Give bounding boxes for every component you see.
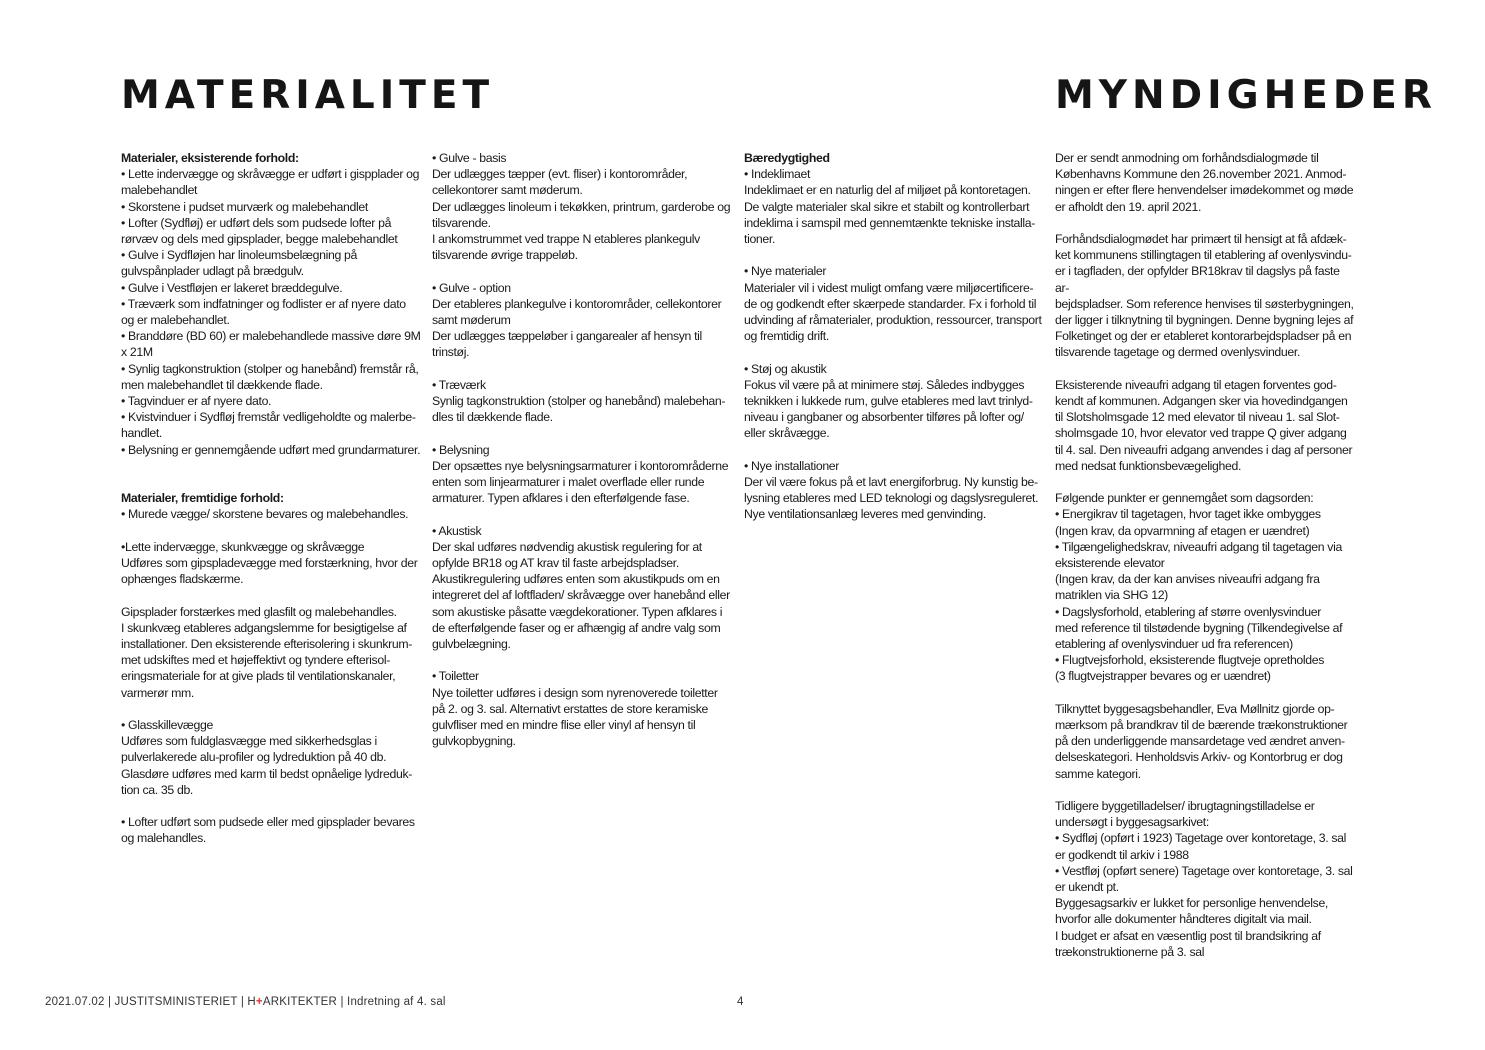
light-walls-paragraph: •Lette indervægge, skunkvægge og skråvægge Udføres som gipspladevægge med forstærkning, hvor der ophænges fladskærme.	[121, 539, 418, 587]
acoustics-paragraph: • Akustisk Der skal udføres nødvendig akustisk regulering for at opfylde BR18 og AT krav til faste arbejdspladser. Akustikregulering udføres enten som akustikpuds om en integreret del af loftfladen/ skråvægge over hanebånd eller som akustiske påsatte vægdekorationer. Typen afklares i de efterfølgende faser og er afhængig af andre valg som gulvbelægning.	[432, 523, 730, 652]
dialogue-request-paragraph: Der er sendt anmodning om forhåndsdialogmøde til Københavns Kommune den 26.november 2021. Anmod- ningen er efter flere henvendelser imødekommet og møde er afholdt den 19. april 2021.	[1055, 151, 1354, 214]
footer-separator: |	[104, 996, 115, 1008]
gypsum-paragraph: Gipsplader forstærkes med glasfilt og malebehandles. I skunkvæg etableres adgangslemme for besigtigelse af installationer. Den eksisterende efterisolering i skunkrum- met udskiftes med et højeffektivt og tyndere efterisol- eringsmateriale for at give plads til ventilationskanaler, varmerør mm.	[121, 604, 413, 700]
lighting-paragraph: • Belysning Der opsættes nye belysningsarmaturer i kontorområderne enten som linjearmaturer i malet overflade eller runde armaturer. Typen afklares i den efterfølgende fase.	[432, 442, 729, 506]
footer-client: JUSTITSMINISTERIET	[114, 996, 238, 1008]
glass-walls-paragraph: • Glasskillevægge Udføres som fuldglasvægge med sikkerhedsglas i pulverlakerede alu-profiler og lydreduktion på 40 db. Glasdøre udføres med karm til bedst opnåelige lydreduk- tion ca. 35 db.	[121, 718, 413, 797]
indoor-climate-paragraph: • Indeklimaet Indeklimaet er en naturlig del af miljøet på kontoretagen. De valgte materialer skal sikre et stabilt og kontrollerbart indeklima i samspil med gennemtænkte tekniske installa- tioner.	[744, 167, 1036, 247]
ceilings-paragraph: • Lofter udført som pudsede eller med gipsplader bevares og malehandles.	[121, 815, 415, 846]
heading-materialitet: MATERIALITET	[121, 73, 495, 118]
subheading-existing-materials: Materialer, eksisterende forhold:	[121, 151, 299, 165]
agenda-paragraph: Følgende punkter er gennemgået som dagsorden: • Energikrav til tagetagen, hvor taget ikke ombygges (Ingen krav, da opvarmning af etagen er uændret) • Tilgængelighedskrav, niveaufri adgang til tagetagen via eksisterende elevator (Ingen krav, da der kan anvises niveaufri adgang fra matriklen via SHG 12) • Dagslysforhold, etablering af større ovenlysvinduer med reference til tilstødende bygning (Tilkendegivelse af etablering af ovenlysvinduer ud fra referencen) • Flugtvejsforhold, eksisterende flugtveje opretholdes (3 flugtvejstrapper bevares og er uændret)	[1055, 491, 1343, 684]
footer-brand-logo: H+ARKITEKTER	[247, 996, 338, 1008]
future-walls-paragraph: • Murede vægge/ skorstene bevares og malebehandles.	[121, 507, 409, 522]
previous-permits-paragraph: Tidligere byggetilladelser/ ibrugtagningstilladelse er undersøgt i byggesagsarkivet: • Sydfløj (opført i 1923) Tagetage over kontoretage, 3. sal er godkendt til arkiv i 1988 • Vestfløj (opført senere) Tagetage over kontoretage, 3. sal er ukendt pt. Byggesagsarkiv er lukket for personlige henvendelse, hvorfor alle dokumenter håndteres digitalt via mail. I budget er afsat en væsentlig post til brandsikring af trækonstruktionerne på 3. sal	[1055, 799, 1353, 959]
footer	[45, 996, 446, 1008]
toilets-paragraph: • Toiletter Nye toiletter udføres i design som nyrenoverede toiletter på 2. og 3. sal. Alternativt erstattes de store keramiske gulvfliser med en mindre flise eller vinyl af hensyn til gulvkopbygning.	[432, 669, 718, 749]
heading-myndigheder: MYNDIGHEDER	[1055, 73, 1437, 118]
footer-separator: |	[337, 996, 348, 1008]
page-number: 4	[737, 996, 744, 1008]
subheading-sustainability: Bæredygtighed	[744, 151, 830, 165]
dialogue-purpose-paragraph: Forhåndsdialogmødet har primært til hensigt at få afdæk- ket kommunens stillingtagen til etablering af ovenlysvindu- er i tagfladen, der opfylder BR18krav til dagslys på faste ar- bejdspladser. Som reference henvises til søsterbygningen, der ligger i tilknytning til bygningen. Denne bygning lejes af Folketinget og der er etableret kontorarbejdspladser på en tilsvarende tagetage og dermed ovenlysvinduer.	[1055, 232, 1354, 360]
subheading-future-materials: Materialer, fremtidige forhold:	[121, 491, 284, 506]
floors-basis-paragraph: • Gulve - basis Der udlægges tæpper (evt. fliser) i kontorområder, cellekontorer samt møderum. Der udlægges linoleum i tekøkken, printrum, garderobe og tilsvarende. I ankomstrummet ved trappe N etableres plankegulv tilsvarende øvrige trappeløb.	[432, 151, 731, 263]
column-materialitet-1	[121, 150, 421, 847]
existing-materials-list: • Lette indervægge og skråvægge er udført i gispplader og malebehandlet • Skorstene i pudset murværk og malebehandlet • Lofter (Sydfløj) er udført dels som pudsede lofter på rørvæv og dels med gipsplader, begge malebehandlet • Gulve i Sydfløjen har linoleumsbelægning på gulvspånplader udlagt på brædgulv. • Gulve i Vestfløjen er lakeret bræddegulve. • Træværk som indfatninger og fodlister er af nyere dato og er malebehandlet. • Branddøre (BD 60) er malebehandlede massive døre 9M x 21M • Synlig tagkonstruktion (stolper og hanebånd) fremstår rå, men malebehandlet til dækkende flade. • Tagvinduer er af nyere dato. • Kvistvinduer i Sydfløj fremstår vedligeholdte og malerbe- handlet. • Belysning er gennemgående udført med grundarmaturer.	[121, 167, 421, 457]
case-officer-paragraph: Tilknyttet byggesagsbehandler, Eva Møllnitz gjorde op- mærksom på brandkrav til de bærende trækonstruktioner på den underliggende mansardetage ved ændret anven- delseskategori. Henholdsvis Arkiv- og Kontorbrug er dog samme kategori.	[1055, 701, 1348, 781]
footer-project: Indretning af 4. sal	[347, 996, 446, 1008]
new-materials-paragraph: • Nye materialer Materialer vil i videst muligt omfang være miljøcertificere- de og godkendt efter skærpede standarder. Fx i forhold til udvinding af råmaterialer, produktion, ressourcer, transport og fremtidig drift.	[744, 264, 1042, 344]
woodwork-paragraph: • Træværk Synlig tagkonstruktion (stolper og hanebånd) malebehan- dles til dækkende flade.	[432, 377, 726, 425]
footer-date: 2021.07.02	[45, 996, 105, 1008]
noise-acoustics-paragraph: • Støj og akustik Fokus vil være på at minimere støj. Således indbygges teknikken i lukkede rum, gulve etableres med lavt trinlyd- niveau i gangbaner og absorbenter tilføres på lofter og/ eller skråvægge.	[744, 361, 1033, 441]
column-myndigheder	[1055, 150, 1355, 960]
floors-option-paragraph: • Gulve - option Der etableres plankegulve i kontorområder, cellekontorer samt møderum Der udlægges tæppeløber i gangarealer af hensyn til trinstøj.	[432, 280, 722, 360]
column-sustainability	[744, 150, 1044, 523]
column-materialitet-2	[432, 150, 732, 749]
accessibility-paragraph: Eksisterende niveaufri adgang til etagen forventes god- kendt af kommunen. Adgangen sker via hovedindgangen til Slotsholmsgade 12 med elevator til niveau 1. sal Slot- sholmsgade 10, hvor elevator ved trappe Q giver adgang til 4. sal. Den niveaufri adgang anvendes i dag af personer med nedsat funktionsbevægelighed.	[1055, 377, 1353, 473]
new-installations-paragraph: • Nye installationer Der vil være fokus på et lavt energiforbrug. Ny kunstig be- lysning etableres med LED teknologi og dagslysreguleret. Nye ventilationsanlæg leveres med genvinding.	[744, 458, 1039, 522]
footer-separator: |	[237, 996, 248, 1008]
